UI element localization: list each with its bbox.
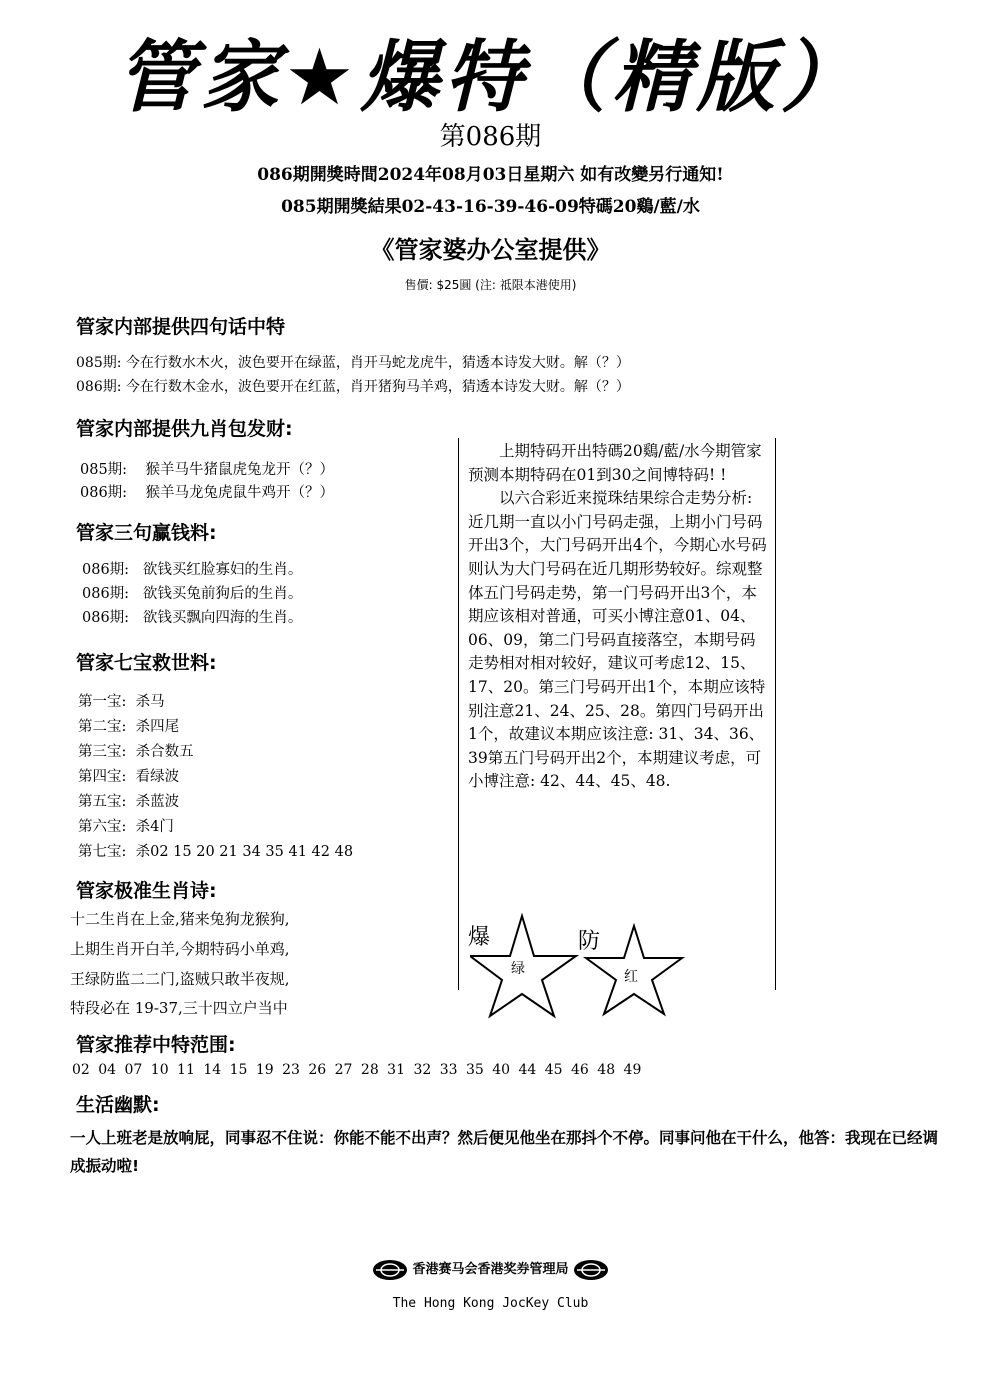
footer-org xyxy=(0,1258,981,1281)
last-result: 085期開獎結果02-43-16-39-46-09特碼20鷄/藍/水 xyxy=(281,197,700,217)
item-text: 欲钱买兔前狗后的生肖。 xyxy=(142,586,303,602)
star-color-label: 红 xyxy=(624,969,638,985)
price-note: 售價: $25圓 (注: 祗限本港使用) xyxy=(404,278,577,292)
period-label: 085期: xyxy=(76,355,122,371)
item-text: 杀4门 xyxy=(135,819,174,835)
item-text: 猴羊马牛猪鼠虎兔龙开（？） xyxy=(145,462,334,478)
item-text: 欲钱买飘向四海的生肖。 xyxy=(142,610,303,626)
item-text: 猴羊马龙兔虎鼠牛鸡开（？） xyxy=(145,485,334,501)
footer-club: The Hong Kong JocKey Club xyxy=(392,1296,589,1311)
poem-line: 上期生肖开白羊,今期特码小单鸡, xyxy=(70,940,290,958)
section-title-three-lines: 管家三句赢钱料: xyxy=(76,522,217,544)
star-color-label: 绿 xyxy=(511,961,525,977)
humor-text: 一人上班老是放响屁，同事忍不住说：你能不能不出声？然后便见他坐在那抖个不停。同事问他在干什么，他答：我现在已经调成振动啦! xyxy=(70,1129,939,1175)
list-item xyxy=(80,458,334,479)
footer-org-name: 香港赛马会香港奖券管理局 xyxy=(412,1262,569,1277)
item-text: 杀马 xyxy=(135,694,165,710)
masthead-title: 管家★爆特（精版） xyxy=(116,33,865,123)
poem-line: 特段必在 19-37,三十四立户当中 xyxy=(70,999,288,1017)
issue-number: 第086期 xyxy=(439,122,542,152)
range-numbers: 02 04 07 10 11 14 15 19 23 26 27 28 31 32 33 35 40 44 45 46 48 49 xyxy=(72,1062,642,1078)
period-label: 086期: xyxy=(82,610,130,626)
period-label: 086期: xyxy=(80,485,128,501)
treasure-label: 第五宝: xyxy=(78,794,127,810)
jockey-club-logo-icon xyxy=(573,1259,609,1281)
list-item xyxy=(80,481,334,502)
list-item xyxy=(82,606,302,627)
poem-line: 王绿防监二二门,盗贼只敢半夜规, xyxy=(70,970,290,988)
period-label: 086期: xyxy=(82,562,130,578)
period-label: 086期: xyxy=(82,586,130,602)
jockey-club-logo-icon xyxy=(372,1259,408,1281)
star-icon xyxy=(470,912,580,1020)
analysis-paragraph: 上期特码开出特碼20鷄/藍/水今期管家预测本期特码在01到30之间博特码! ! xyxy=(468,442,762,484)
list-item xyxy=(78,740,194,761)
section-title-four-lines: 管家内部提供四句话中特 xyxy=(76,316,286,338)
list-item xyxy=(78,790,179,811)
section-title-seven-treasures: 管家七宝救世料: xyxy=(76,652,217,674)
list-item xyxy=(76,352,630,372)
analysis-text xyxy=(468,440,768,794)
draw-time: 086期開獎時間2024年08月03日星期六 如有改變另行通知! xyxy=(257,165,724,185)
star-label-fang: 防 xyxy=(578,929,601,954)
list-item xyxy=(78,690,165,711)
analysis-paragraph: 以六合彩近来搅珠结果综合走势分析: 近几期一直以小门号码走强，上期小门号码开出3个，大门号码开出4个，今期心水号码则认为大门号码在近几期形势较好。综观整体五门号码走势，第一门号码开出3个，本期应该相对普通，可买小博注意01、04、06、09，第二门号码直接落空，本期号码走势相对相对较好，建议可考虑12、15、17、20。第三门号码开出1个，本期应该特别注意21、24、25、28。第四门号码开出1个，故建议本期应该注意: 31、34、36、39第五门号码开出2个，本期建议考虑，可小博注意: 42、44、45、48. xyxy=(468,489,767,791)
period-label: 086期: xyxy=(76,379,122,395)
treasure-label: 第二宝: xyxy=(78,719,127,735)
section-title-humor: 生活幽默: xyxy=(76,1094,160,1116)
list-item xyxy=(78,715,179,736)
treasure-label: 第四宝: xyxy=(78,769,127,785)
poem-line: 十二生肖在上金,猪来兔狗龙猴狗, xyxy=(70,910,290,928)
item-text: 看绿波 xyxy=(135,769,180,785)
item-text: 杀合数五 xyxy=(135,744,194,760)
section-title-nine-zodiac: 管家内部提供九肖包发财: xyxy=(76,418,293,440)
list-item xyxy=(78,765,179,786)
item-text: 杀四尾 xyxy=(135,719,180,735)
treasure-label: 第七宝: xyxy=(78,844,127,860)
list-item xyxy=(76,376,630,396)
list-item xyxy=(78,840,353,861)
section-title-range: 管家推荐中特范围: xyxy=(76,1034,236,1056)
item-text: 欲钱买红脸寡妇的生肖。 xyxy=(142,562,303,578)
treasure-label: 第一宝: xyxy=(78,694,127,710)
section-title-poem: 管家极准生肖诗: xyxy=(76,880,217,902)
treasure-label: 第六宝: xyxy=(78,819,127,835)
list-item xyxy=(78,815,174,836)
list-item xyxy=(82,582,302,603)
item-text: 今在行数木金水，波色要开在红蓝，肖开猪狗马羊鸡，猜透本诗发大财。解（？） xyxy=(125,379,630,395)
item-text: 今在行数水木火，波色要开在绿蓝，肖开马蛇龙虎牛，猜透本诗发大财。解（？） xyxy=(125,355,630,371)
treasure-label: 第三宝: xyxy=(78,744,127,760)
star-label-bao: 爆 xyxy=(468,925,491,950)
item-text: 杀02 15 20 21 34 35 41 42 48 xyxy=(135,844,354,860)
period-label: 085期: xyxy=(80,462,128,478)
item-text: 杀蓝波 xyxy=(135,794,180,810)
list-item xyxy=(82,558,302,579)
provider: 《管家婆办公室提供》 xyxy=(370,235,611,264)
